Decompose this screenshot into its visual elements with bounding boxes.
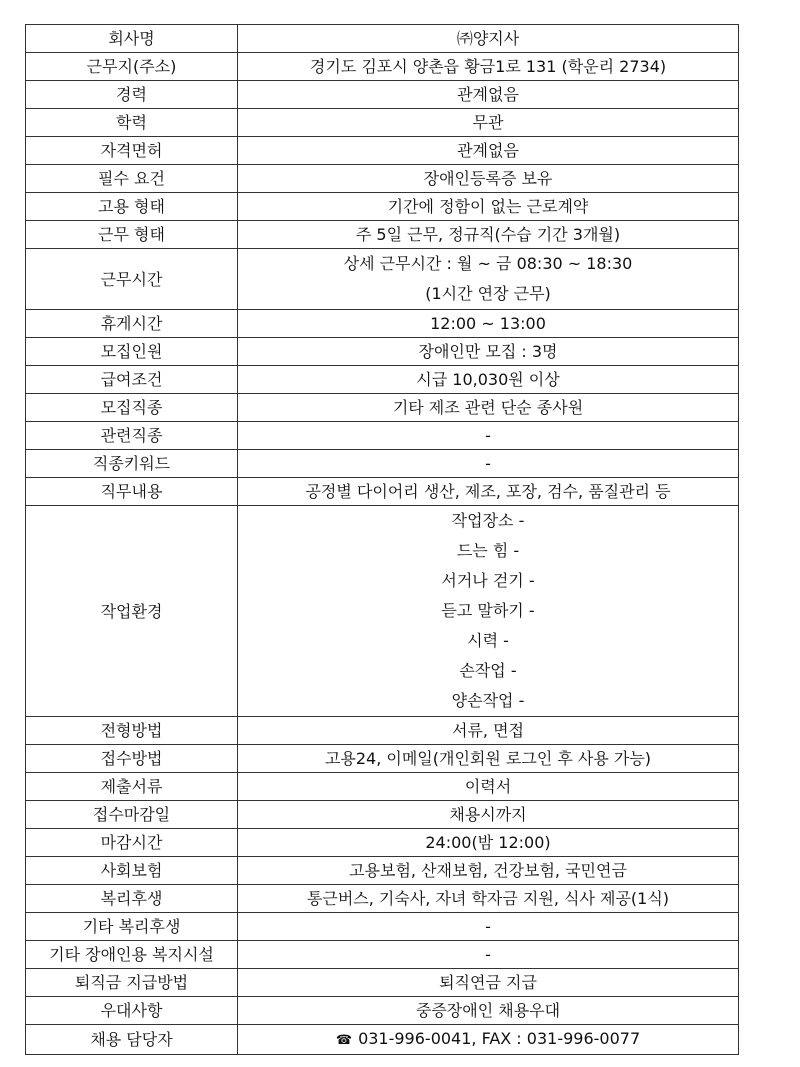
table-row — [26, 506, 739, 717]
table-row — [26, 717, 739, 745]
field-value — [238, 801, 739, 829]
table-row — [26, 81, 739, 109]
field-value-line: 손작업 - — [459, 661, 517, 680]
field-label: 근무시간 — [26, 249, 238, 310]
field-label: 필수 요건 — [26, 165, 238, 193]
field-value — [238, 109, 739, 137]
field-value-line: 듣고 말하기 - — [441, 601, 535, 620]
field-value-text: - — [485, 426, 491, 445]
field-label: 고용 형태 — [26, 193, 238, 221]
field-label: 모집직종 — [26, 394, 238, 422]
field-value — [238, 745, 739, 773]
field-value — [238, 366, 739, 394]
field-value-text: 통근버스, 기숙사, 자녀 학자금 지원, 식사 제공(1식) — [306, 889, 670, 908]
field-value-text: 중증장애인 채용우대 — [415, 1001, 561, 1020]
field-label: 사회보험 — [26, 857, 238, 885]
field-value-text: 공정별 다이어리 생산, 제조, 포장, 검수, 품질관리 등 — [305, 482, 671, 501]
field-value — [238, 221, 739, 249]
table-row — [26, 885, 739, 913]
field-label: 자격면허 — [26, 137, 238, 165]
field-value-text: - — [485, 945, 491, 964]
field-label: 작업환경 — [26, 506, 238, 717]
field-value — [238, 422, 739, 450]
field-value — [238, 997, 739, 1025]
field-value-text: 24:00(밤 12:00) — [425, 833, 551, 852]
field-value — [238, 969, 739, 997]
field-value-line: (1시간 연장 근무) — [425, 284, 551, 303]
field-value-text: 12:00 ~ 13:00 — [430, 314, 546, 333]
field-label: 기타 장애인용 복지시설 — [26, 941, 238, 969]
field-value-text: 채용시까지 — [449, 805, 527, 824]
field-label: 회사명 — [26, 25, 238, 53]
job-posting-table — [25, 24, 739, 1055]
table-row — [26, 310, 739, 338]
field-label: 휴게시간 — [26, 310, 238, 338]
table-row — [26, 478, 739, 506]
field-value-text: 장애인등록증 보유 — [423, 169, 553, 188]
field-label: 마감시간 — [26, 829, 238, 857]
field-value-line: 양손작업 - — [451, 691, 525, 710]
field-value-text: 고용보험, 산재보험, 건강보험, 국민연금 — [349, 861, 627, 880]
field-value-text: ㈜양지사 — [456, 29, 520, 48]
table-row — [26, 221, 739, 249]
field-label: 접수방법 — [26, 745, 238, 773]
field-value — [238, 1025, 739, 1055]
field-value-text: 서류, 면접 — [452, 721, 524, 740]
field-label: 관련직종 — [26, 422, 238, 450]
field-value — [238, 450, 739, 478]
field-value — [238, 478, 739, 506]
table-row — [26, 829, 739, 857]
field-label: 제출서류 — [26, 773, 238, 801]
field-value-text: 퇴직연금 지급 — [439, 973, 537, 992]
table-row — [26, 422, 739, 450]
field-value-line: 시력 - — [467, 631, 509, 650]
phone-icon: ☎ — [335, 1033, 353, 1048]
field-value — [238, 857, 739, 885]
field-value — [238, 506, 739, 717]
field-label: 퇴직금 지급방법 — [26, 969, 238, 997]
field-label: 직무내용 — [26, 478, 238, 506]
table-row — [26, 25, 739, 53]
field-label: 기타 복리후생 — [26, 913, 238, 941]
field-value-text: 장애인만 모집 : 3명 — [418, 342, 558, 361]
field-value — [238, 829, 739, 857]
table-row — [26, 338, 739, 366]
field-label: 근무지(주소) — [26, 53, 238, 81]
table-row — [26, 773, 739, 801]
table-row — [26, 745, 739, 773]
table-row — [26, 394, 739, 422]
field-value — [238, 310, 739, 338]
table-row — [26, 1025, 739, 1055]
field-label: 학력 — [26, 109, 238, 137]
table-row — [26, 109, 739, 137]
field-value — [238, 941, 739, 969]
table-row — [26, 53, 739, 81]
field-value-line: 상세 근무시간 : 월 ~ 금 08:30 ~ 18:30 — [343, 254, 633, 273]
field-label: 급여조건 — [26, 366, 238, 394]
field-label: 전형방법 — [26, 717, 238, 745]
field-label: 직종키워드 — [26, 450, 238, 478]
field-label: 복리후생 — [26, 885, 238, 913]
table-row — [26, 137, 739, 165]
field-label: 모집인원 — [26, 338, 238, 366]
table-row — [26, 969, 739, 997]
field-value — [238, 193, 739, 221]
table-row — [26, 941, 739, 969]
field-value-text: 주 5일 근무, 정규직(수습 기간 3개월) — [355, 225, 621, 244]
field-value — [238, 249, 739, 310]
field-value-text: 이력서 — [464, 777, 512, 796]
field-value-line: 서거나 걷기 - — [441, 571, 535, 590]
field-value — [238, 913, 739, 941]
field-value-text: 기간에 정함이 없는 근로계약 — [387, 197, 589, 216]
table-row — [26, 366, 739, 394]
field-value — [238, 717, 739, 745]
table-row — [26, 857, 739, 885]
field-value-text: 시급 10,030원 이상 — [416, 370, 560, 389]
field-value — [238, 25, 739, 53]
field-value-text: 관계없음 — [457, 141, 519, 160]
field-value-text: 기타 제조 관련 단순 종사원 — [392, 398, 584, 417]
field-label: 접수마감일 — [26, 801, 238, 829]
table-row — [26, 450, 739, 478]
field-value-text: 031-996-0041, FAX : 031-996-0077 — [358, 1029, 641, 1048]
table-row — [26, 913, 739, 941]
field-label: 경력 — [26, 81, 238, 109]
field-value-line: 작업장소 - — [451, 511, 525, 530]
field-label: 채용 담당자 — [26, 1025, 238, 1055]
field-label: 근무 형태 — [26, 221, 238, 249]
field-value — [238, 137, 739, 165]
table-row — [26, 997, 739, 1025]
field-value — [238, 53, 739, 81]
field-label: 우대사항 — [26, 997, 238, 1025]
table-row — [26, 249, 739, 310]
field-value-text: 고용24, 이메일(개인회원 로그인 후 사용 가능) — [324, 749, 652, 768]
field-value-text: - — [485, 454, 491, 473]
field-value-text: 경기도 김포시 양촌읍 황금1로 131 (학운리 2734) — [309, 57, 667, 76]
table-row — [26, 801, 739, 829]
field-value — [238, 338, 739, 366]
field-value-text: - — [485, 917, 491, 936]
field-value — [238, 773, 739, 801]
field-value-text: 관계없음 — [457, 85, 519, 104]
field-value — [238, 81, 739, 109]
table-row — [26, 165, 739, 193]
field-value — [238, 394, 739, 422]
field-value-line: 드는 힘 - — [456, 541, 520, 560]
field-value-text: 무관 — [472, 113, 504, 132]
field-value — [238, 165, 739, 193]
table-row — [26, 193, 739, 221]
field-value — [238, 885, 739, 913]
